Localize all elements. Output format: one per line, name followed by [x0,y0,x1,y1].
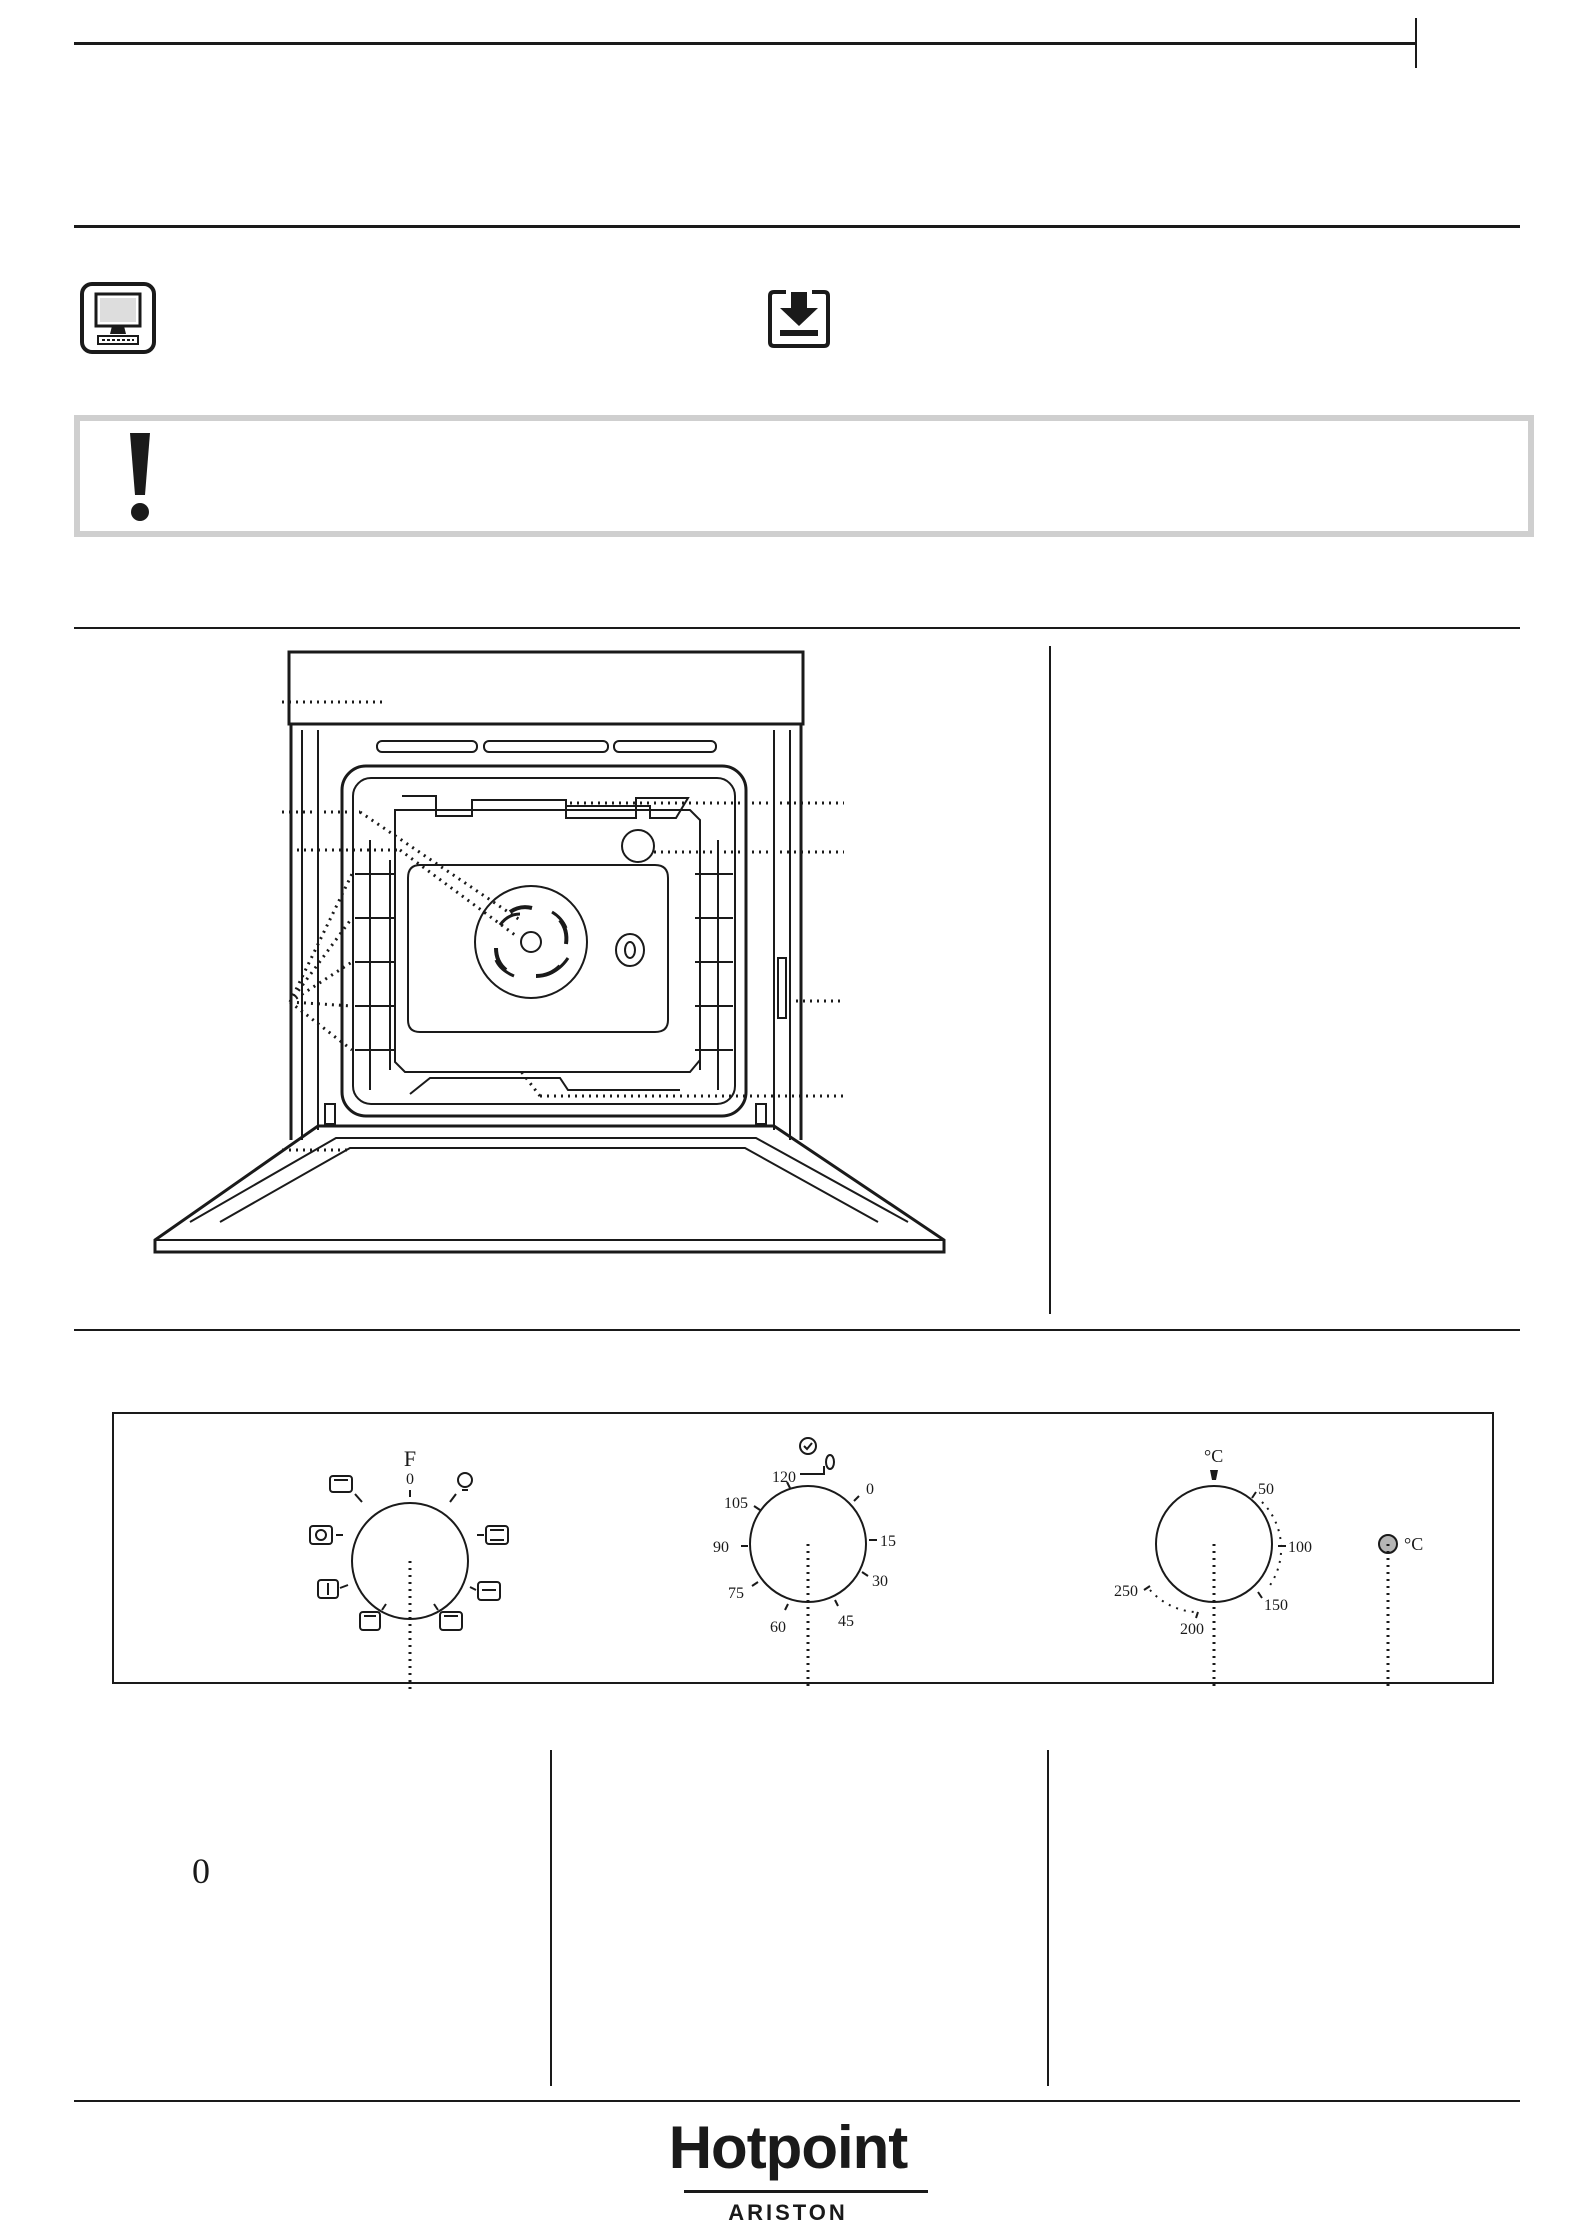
temperature-label-100: 100 [1288,1539,1312,1556]
footer-rule [74,2100,1520,2102]
temperature-unit-label: °C [1204,1446,1224,1466]
oven-illustration [150,648,960,1258]
header-rule-tick [1415,18,1417,68]
section-rule-oven-bottom [74,1329,1520,1331]
function-dial[interactable] [352,1503,468,1690]
header-rule-top [74,42,1416,45]
temperature-label-250: 250 [1114,1583,1138,1600]
clock-icon [800,1438,816,1454]
temperature-zero-marker [1210,1470,1218,1480]
download-icon [766,288,832,350]
brand-logo-sub: ARISTON [728,2200,848,2225]
timer-label-30: 30 [872,1573,888,1590]
exclamation-icon [120,427,160,527]
temperature-label-150: 150 [1264,1597,1288,1614]
temperature-label-200: 200 [1180,1621,1204,1638]
warning-box [74,415,1534,537]
lamp-icon [458,1473,472,1487]
temperature-dial[interactable] [1156,1486,1272,1690]
control-panel-dials [112,1412,1494,1702]
section-zero-label: 0 [192,1851,210,1891]
temperature-label-50: 50 [1258,1481,1274,1498]
timer-label-45: 45 [838,1613,854,1630]
timer-label-120: 120 [772,1469,796,1486]
timer-label-60: 60 [770,1619,786,1636]
column-divider-right [1047,1750,1049,2086]
column-divider-left [550,1750,552,2086]
grill-fan-icon [360,1612,380,1630]
timer-label-0: 0 [866,1481,874,1498]
fan-heat-icon [310,1526,332,1544]
brand-logo-rule [684,2190,928,2193]
thermostat-indicator-label: °C [1404,1534,1424,1554]
header-rule-bottom [74,225,1520,228]
section-rule-oven-top [74,627,1520,629]
top-bottom-heat-icon [486,1526,508,1544]
function-dial-top-label: F [403,1446,417,1471]
top-heat-icon [330,1476,352,1492]
timer-dial[interactable] [750,1486,866,1690]
timer-label-75: 75 [728,1585,744,1602]
hand-icon [826,1455,834,1469]
oven-column-divider [1049,646,1051,1314]
function-dial-zero-label: 0 [406,1471,414,1488]
monitor-icon [80,282,156,354]
timer-label-90: 90 [713,1539,729,1556]
timer-label-105: 105 [724,1495,748,1512]
bottom-heat-icon [440,1612,462,1630]
brand-logo-name: Hotpoint [668,2114,908,2181]
timer-label-15: 15 [880,1533,896,1550]
